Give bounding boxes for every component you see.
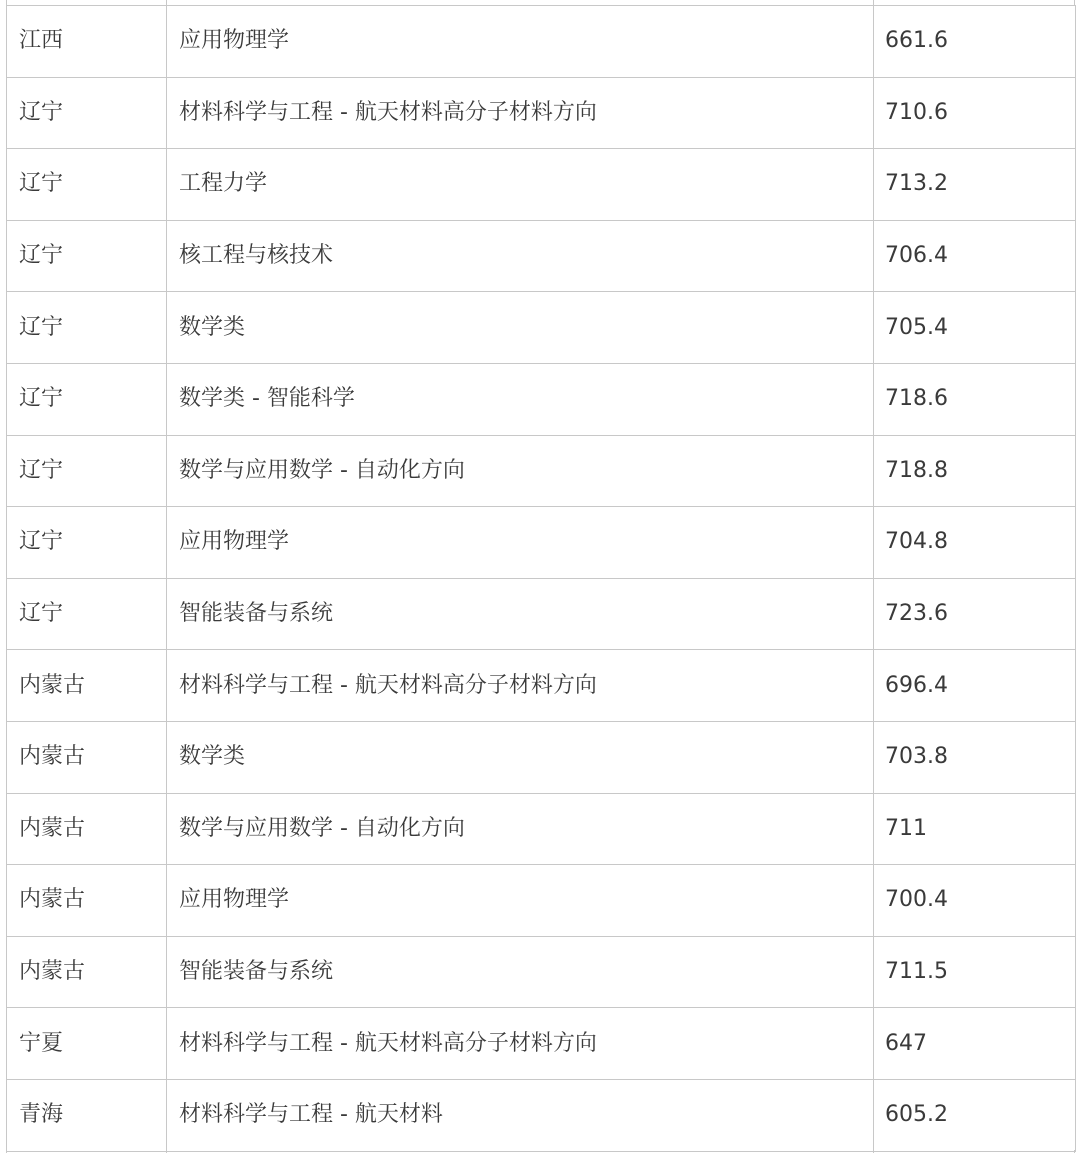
province-cell: 辽宁 — [7, 220, 167, 292]
table-row — [7, 363, 1076, 435]
province-cell: 内蒙古 — [7, 793, 167, 865]
score-cell: 704.8 — [874, 507, 1076, 579]
province-cell: 辽宁 — [7, 363, 167, 435]
major-cell: 材料科学与工程 - 航天材料高分子材料方向 — [167, 1008, 874, 1080]
table-row — [7, 507, 1076, 579]
score-cell: 605.2 — [874, 1079, 1076, 1151]
score-cell: 706.4 — [874, 220, 1076, 292]
major-cell: 材料科学与工程 - 航天材料高分子材料方向 — [167, 77, 874, 149]
major-cell: 智能装备与系统 — [167, 936, 874, 1008]
table-row — [7, 865, 1076, 937]
major-cell: 应用物理学 — [167, 6, 874, 78]
province-cell: 辽宁 — [7, 507, 167, 579]
major-cell: 材料科学与工程 - 航天材料 — [167, 1079, 874, 1151]
score-cell: 711 — [874, 793, 1076, 865]
province-cell: 内蒙古 — [7, 721, 167, 793]
table-row — [7, 936, 1076, 1008]
major-cell: 工程力学 — [167, 149, 874, 221]
score-cell: 647 — [874, 1008, 1076, 1080]
score-cell: 713.2 — [874, 149, 1076, 221]
table-row — [7, 6, 1076, 78]
score-cell: 723.6 — [874, 578, 1076, 650]
province-cell: 辽宁 — [7, 149, 167, 221]
province-cell: 江西 — [7, 6, 167, 78]
major-cell: 数学类 - 智能科学 — [167, 363, 874, 435]
province-cell: 辽宁 — [7, 292, 167, 364]
score-cell: 718.8 — [874, 435, 1076, 507]
major-cell: 数学与应用数学 - 自动化方向 — [167, 435, 874, 507]
table-row — [7, 578, 1076, 650]
major-cell: 数学类 — [167, 721, 874, 793]
major-cell: 数学类 — [167, 292, 874, 364]
province-cell: 辽宁 — [7, 578, 167, 650]
table-row — [7, 793, 1076, 865]
score-cell: 711.5 — [874, 936, 1076, 1008]
score-cell: 661.6 — [874, 6, 1076, 78]
province-cell: 内蒙古 — [7, 650, 167, 722]
score-cell: 696.4 — [874, 650, 1076, 722]
province-cell: 内蒙古 — [7, 865, 167, 937]
table-body — [7, 6, 1076, 1152]
table-row — [7, 292, 1076, 364]
table-row — [7, 650, 1076, 722]
province-cell: 青海 — [7, 1079, 167, 1151]
score-table-container — [6, 5, 1075, 1152]
major-cell: 材料科学与工程 - 航天材料高分子材料方向 — [167, 650, 874, 722]
province-cell: 辽宁 — [7, 77, 167, 149]
province-cell: 辽宁 — [7, 435, 167, 507]
score-cell: 703.8 — [874, 721, 1076, 793]
score-cell: 710.6 — [874, 77, 1076, 149]
table-row — [7, 220, 1076, 292]
table-row — [7, 435, 1076, 507]
major-cell: 核工程与核技术 — [167, 220, 874, 292]
admission-score-table — [6, 5, 1076, 1152]
table-row — [7, 721, 1076, 793]
province-cell: 内蒙古 — [7, 936, 167, 1008]
major-cell: 智能装备与系统 — [167, 578, 874, 650]
score-cell: 705.4 — [874, 292, 1076, 364]
major-cell: 应用物理学 — [167, 865, 874, 937]
score-cell: 718.6 — [874, 363, 1076, 435]
table-row — [7, 149, 1076, 221]
table-row — [7, 77, 1076, 149]
major-cell: 应用物理学 — [167, 507, 874, 579]
major-cell: 数学与应用数学 - 自动化方向 — [167, 793, 874, 865]
table-row — [7, 1008, 1076, 1080]
province-cell: 宁夏 — [7, 1008, 167, 1080]
score-cell: 700.4 — [874, 865, 1076, 937]
table-row — [7, 1079, 1076, 1151]
